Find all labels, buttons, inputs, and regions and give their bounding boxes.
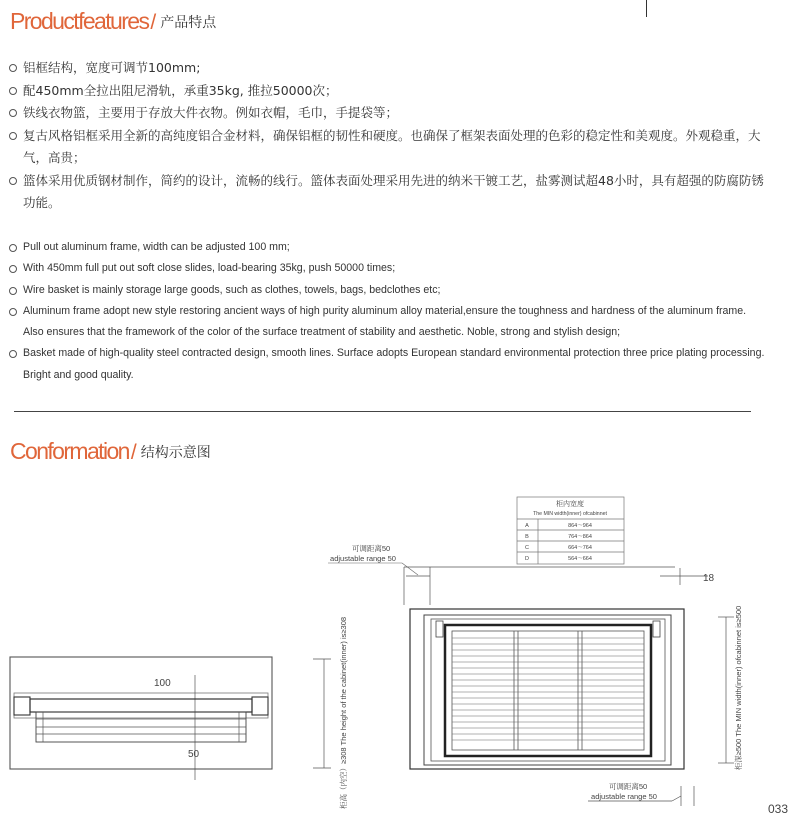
- width-table-key: D: [525, 556, 529, 562]
- bullet-circle-icon: [9, 287, 17, 295]
- features-en-item-text: With 450mm full put out soft close slides, load-bearing 35kg, push 50000 times;: [23, 262, 396, 275]
- features-en-item: [8, 280, 768, 301]
- dim-18-label: 18: [703, 573, 715, 584]
- width-table-header-en: The MIN width(inner) ofcabinnet: [533, 511, 607, 517]
- features-en-item: [8, 343, 768, 386]
- width-table-value: 664～764: [568, 545, 592, 551]
- title-slash-glyph: /: [130, 441, 137, 464]
- features-cn-item: [8, 57, 768, 80]
- width-dimension-line: [404, 567, 708, 605]
- features-cn-item: [8, 80, 768, 103]
- width-table-key: B: [525, 534, 529, 540]
- features-title-cn: 产品特点: [160, 15, 217, 31]
- features-cn-item-text: 复古风格铝框采用全新的高纯度铝合金材料，确保铝框的韧性和硬度。也确保了框架表面处理的色彩的稳定性和美观度。外观稳重，大气，高贵；: [23, 127, 761, 165]
- adjust-range-bottom-cn-label: 可调距离50: [608, 782, 648, 791]
- title-slash-glyph: /: [150, 11, 157, 34]
- section-divider: [14, 411, 751, 412]
- features-en-item-text: Aluminum frame adopt new style restoring ancient ways of high purity aluminum alloy material,ensure the toughness and hardness of the aluminum frame. Also ensures that the framework of the color of the surface treatment of stability and aesthetic. Noble, strong and stylish design;: [23, 304, 747, 339]
- width-table-value: 564～664: [568, 556, 592, 562]
- features-en-item: [8, 301, 768, 344]
- adjust-range-cn-label: 可调距离50: [351, 544, 391, 553]
- features-section-title: [10, 8, 216, 35]
- features-en-item-text: Basket made of high-quality steel contracted design, smooth lines. Surface adopts European standard environmental protection three price plating processing. Bright and good quality.: [23, 347, 765, 381]
- features-cn-item-text: 配450mm全拉出阻尼滑轨，承重35kg, 推拉50000次；: [23, 82, 338, 98]
- features-en-list: [8, 237, 768, 386]
- features-cn-item: [8, 125, 768, 170]
- conformation-section-title: [10, 438, 211, 465]
- dim-50-label: 50: [188, 749, 200, 760]
- corner-tick-line: [646, 0, 647, 17]
- bullet-circle-icon: [9, 64, 17, 72]
- width-table-key: C: [525, 545, 529, 551]
- bullet-circle-icon: [9, 87, 17, 95]
- conformation-title-cn: 结构示意图: [140, 445, 211, 461]
- bullet-circle-icon: [9, 244, 17, 252]
- features-title-en: Productfeatures: [10, 8, 149, 34]
- features-cn-list: [8, 57, 768, 215]
- height-dimension-line: [313, 659, 331, 768]
- bullet-circle-icon: [9, 350, 17, 358]
- bullet-circle-icon: [9, 308, 17, 316]
- width-table-key: A: [525, 523, 529, 529]
- depth-label: 柜深≥500 The MIN width(inner) ofcabinnet is≥500: [734, 605, 743, 771]
- features-en-item: [8, 237, 768, 258]
- width-table-value: 764～864: [568, 534, 592, 540]
- features-cn-item: [8, 170, 768, 215]
- height-label: 柜高（内空）≥308 The height of the cabinet(inner) is≥308: [339, 616, 348, 810]
- features-en-item-text: Wire basket is mainly storage large goods, such as clothes, towels, bags, bedclothes etc;: [23, 283, 441, 296]
- features-cn-item-text: 铝框结构，宽度可调节100mm;: [23, 60, 201, 75]
- conformation-title-en: Conformation: [10, 438, 129, 464]
- adjust-range-en-label: adjustable range 50: [330, 554, 396, 563]
- width-table-value: 864～964: [568, 523, 592, 529]
- top-view-frame: [410, 609, 684, 769]
- features-cn-item-text: 篮体采用优质钢材制作，简约的设计，流畅的线行。篮体表面处理采用先进的纳米干镀工艺，盐雾测试超48小时，具有超强的防腐防锈功能。: [23, 172, 764, 210]
- features-en-item-text: Pull out aluminum frame, width can be adjusted 100 mm;: [23, 241, 290, 253]
- adjust-range-leader-line: [402, 563, 418, 575]
- bullet-circle-icon: [9, 265, 17, 273]
- page-number: 033: [767, 802, 788, 813]
- bullet-circle-icon: [9, 177, 17, 185]
- structure-diagram: [0, 480, 792, 813]
- features-cn-item-text: 铁线衣物篮，主要用于存放大件衣物。例如衣帽，毛巾，手提袋等；: [23, 105, 399, 120]
- dim-100-label: 100: [154, 678, 171, 689]
- depth-dimension-line: [718, 617, 734, 763]
- front-view-frame: [10, 657, 272, 780]
- bullet-circle-icon: [9, 132, 17, 140]
- bullet-circle-icon: [9, 109, 17, 117]
- features-cn-item: [8, 102, 768, 125]
- adjust-range-bottom-en-label: adjustable range 50: [591, 792, 657, 801]
- width-table-header-cn: 柜内宽度: [556, 501, 584, 508]
- features-en-item: [8, 258, 768, 279]
